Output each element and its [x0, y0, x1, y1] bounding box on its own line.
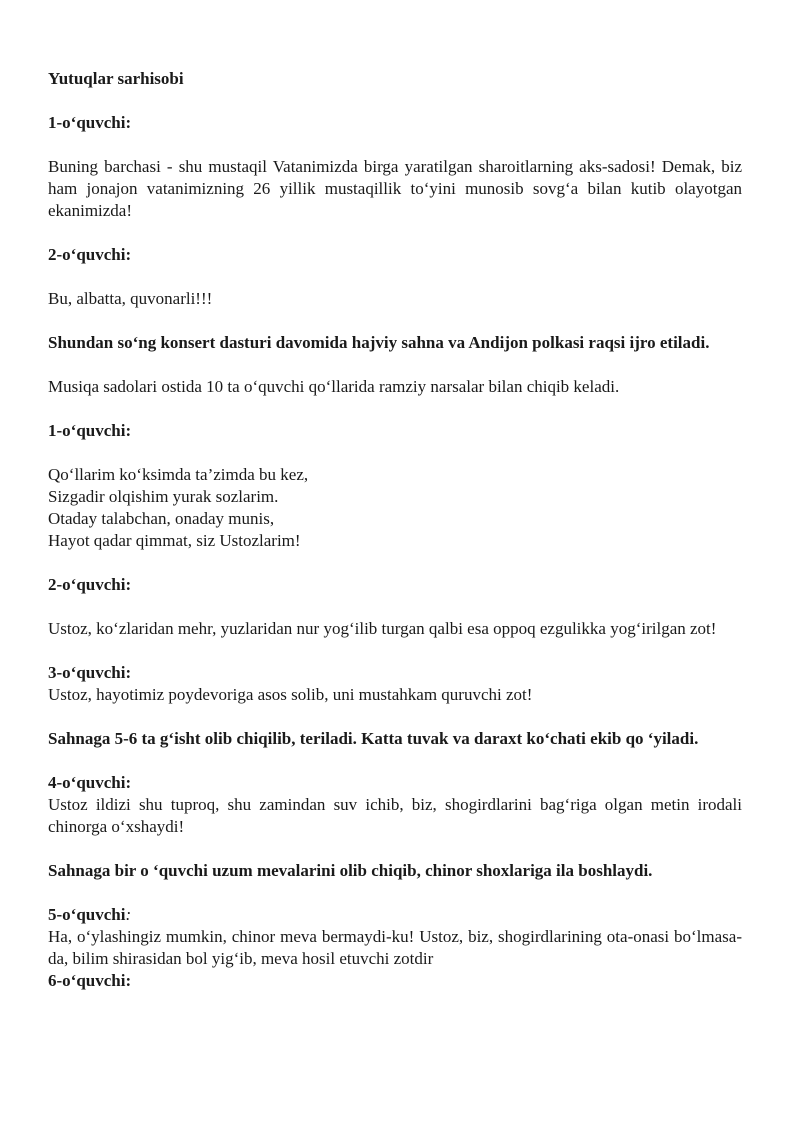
speaker-label: 2-o‘quvchi:: [48, 245, 132, 264]
speaker-colon: :: [125, 905, 132, 924]
verse-line: Hayot qadar qimmat, siz Ustozlarim!: [48, 531, 301, 550]
stage-direction: Sahnaga bir o ‘quvchi uzum mevalarini olib chiqib, chinor shoxlariga ila boshlaydi.: [48, 861, 653, 880]
paragraph: Ustoz ildizi shu tuproq, shu zamindan suv ichib, biz, shogirdlarini bag‘riga olgan metin irodali chinorga o‘xshaydi!: [48, 795, 742, 836]
paragraph: Bu, albatta, quvonarli!!!: [48, 289, 213, 308]
verse-line: Qo‘llarim ko‘ksimda ta’zimda bu kez,: [48, 465, 309, 484]
speaker-label: 4-o‘quvchi:: [48, 773, 132, 792]
speaker-name: 5-o‘quvchi: [48, 905, 126, 924]
stage-direction: Sahnaga 5-6 ta g‘isht olib chiqilib, teriladi. Katta tuvak va daraxt ko‘chati ekib qo ‘yiladi.: [48, 729, 699, 748]
paragraph: Buning barchasi - shu mustaqil Vatanimizda birga yaratilgan sharoitlarning aks-sadosi! Demak, biz ham jonajon vatanimizning 26 yillik mustaqillik to‘yini munosib sovg‘a bilan kutib olayotgan ekanimizda!: [48, 157, 742, 220]
paragraph: Musiqa sadolari ostida 10 ta o‘quvchi qo‘llarida ramziy narsalar bilan chiqib keladi.: [48, 377, 620, 396]
speaker-label: 3-o‘quvchi:: [48, 663, 132, 682]
speaker-label: 1-o‘quvchi:: [48, 421, 132, 440]
speaker-label: 6-o‘quvchi:: [48, 971, 132, 990]
paragraph: Ha, o‘ylashingiz mumkin, chinor meva bermaydi-ku! Ustoz, biz, shogirdlarining ota-onasi bo‘lmasa-da, bilim shirasidan bol yig‘ib, meva hosil etuvchi zotdir: [48, 927, 742, 968]
paragraph: Ustoz, hayotimiz poydevoriga asos solib, uni mustahkam quruvchi zot!: [48, 685, 533, 704]
document-page: [48, 68, 742, 992]
speaker-label: [48, 904, 742, 926]
speaker-label: 1-o‘quvchi:: [48, 113, 132, 132]
verse-line: Sizgadir olqishim yurak sozlarim.: [48, 487, 279, 506]
stage-direction: Shundan so‘ng konsert dasturi davomida hajviy sahna va Andijon polkasi raqsi ijro etiladi.: [48, 333, 710, 352]
verse-line: Otaday talabchan, onaday munis,: [48, 509, 275, 528]
document-title: Yutuqlar sarhisobi: [48, 69, 184, 88]
paragraph: Ustoz, ko‘zlaridan mehr, yuzlaridan nur yog‘ilib turgan qalbi esa oppoq ezgulikka yog‘irilgan zot!: [48, 619, 717, 638]
speaker-label: 2-o‘quvchi:: [48, 575, 132, 594]
poem-verse: [48, 464, 742, 552]
